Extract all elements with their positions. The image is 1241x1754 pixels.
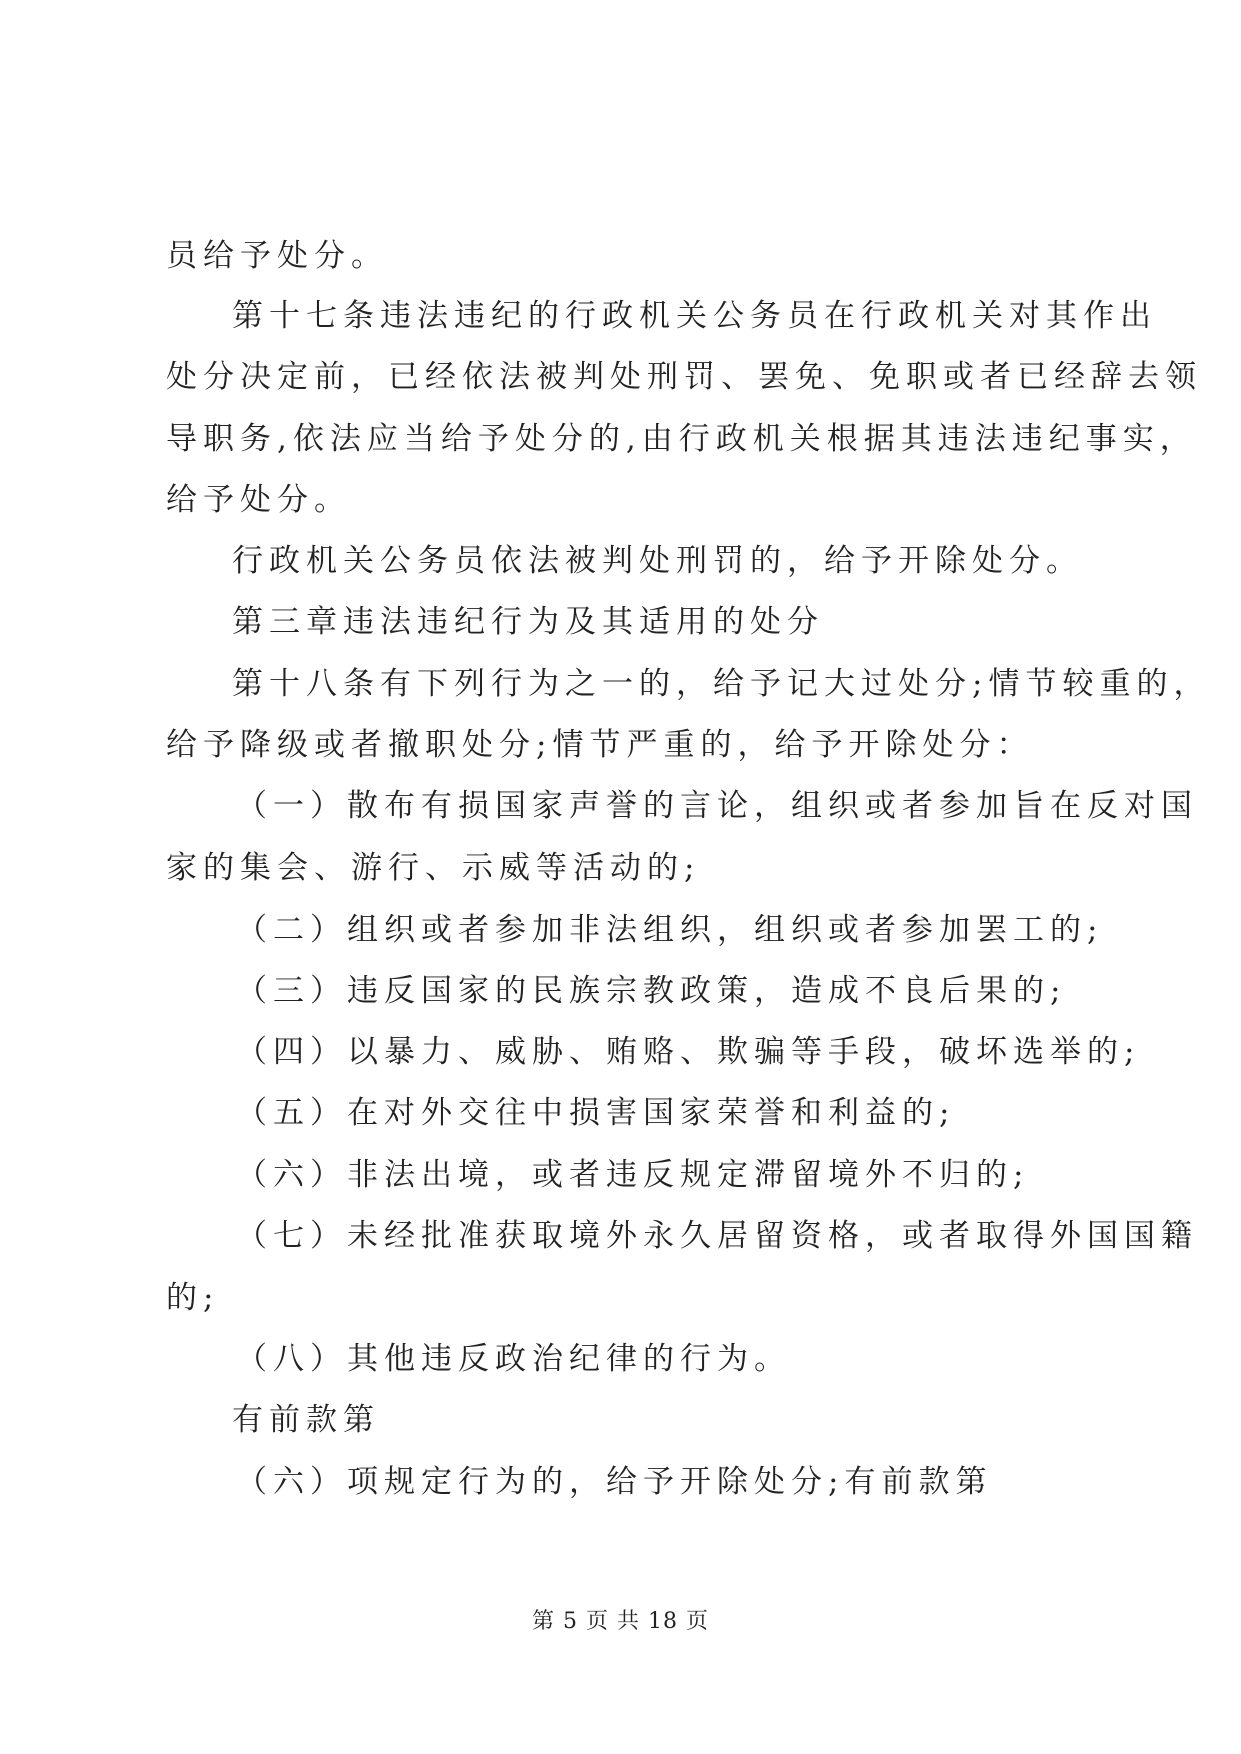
list-item: （四）以暴力、威胁、贿赂、欺骗等手段，破坏选举的;: [236, 1034, 1141, 1070]
list-item: （一）散布有损国家声誉的言论，组织或者参加旨在反对国: [236, 788, 1198, 824]
page-footer: 第 5 页 共 18 页: [532, 1609, 709, 1634]
list-item: （六）项规定行为的，给予开除处分;有前款第: [236, 1464, 993, 1500]
list-item: （二）组织或者参加非法组织，组织或者参加罢工的;: [236, 912, 1104, 948]
text-line: 给予降级或者撤职处分;情节严重的，给予开除处分：: [166, 727, 1034, 763]
section-heading: 第三章违法违纪行为及其适用的处分: [232, 604, 824, 640]
list-item: （五）在对外交往中损害国家荣誉和利益的;: [236, 1095, 956, 1131]
text-line: 家的集会、游行、示威等活动的;: [166, 850, 701, 886]
text-line: 有前款第: [232, 1402, 380, 1438]
list-item: （三）违反国家的民族宗教政策，造成不良后果的;: [236, 973, 1067, 1009]
text-line: 第十七条违法违纪的行政机关公务员在行政机关对其作出: [232, 298, 1157, 334]
text-line: 行政机关公务员依法被判处刑罚的，给予开除处分。: [232, 543, 1083, 579]
text-line: 给予处分。: [166, 482, 351, 518]
text-line: 第十八条有下列行为之一的，给予记大过处分;情节较重的，: [232, 666, 1211, 702]
text-line: 导职务,依法应当给予处分的,由行政机关根据其违法违纪事实，: [166, 421, 1197, 457]
list-item: （八）其他违反政治纪律的行为。: [236, 1341, 791, 1377]
text-line: 的;: [166, 1280, 220, 1316]
list-item: （七）未经批准获取境外永久居留资格，或者取得外国国籍: [236, 1218, 1198, 1254]
text-line: 员给予处分。: [166, 238, 388, 274]
list-item: （六）非法出境，或者违反规定滞留境外不归的;: [236, 1157, 1030, 1193]
text-line: 处分决定前，已经依法被判处刑罚、罢免、免职或者已经辞去领: [166, 359, 1202, 395]
